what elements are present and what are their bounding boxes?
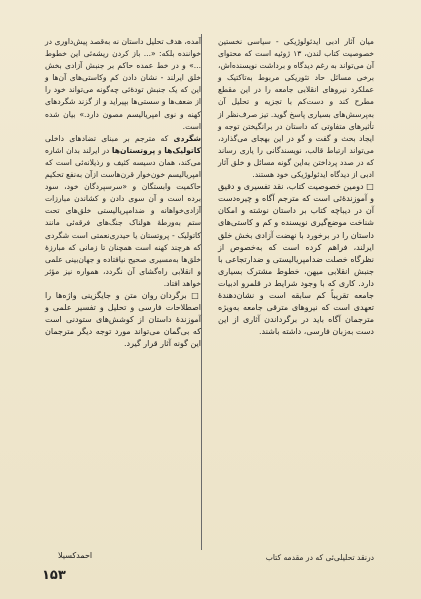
author-signature: احمدکسیلا <box>58 551 93 560</box>
paragraph-2-mid: که مترجم بر مبنای تضادهای داخلی <box>45 133 169 143</box>
left-column <box>45 36 201 350</box>
left-column-paragraph-3 <box>45 290 201 350</box>
checkbox-square-icon: □ <box>366 182 375 192</box>
bold-catholics: کاتولیک‌ها <box>164 145 202 155</box>
left-column-paragraph-3-text: برگردان روان متن و جایگزینی واژه‌ها را اصطلاحات فارسی و تحلیل و تفسیر علمی و آموزندهٔ داستان از کوشش‌های ستودنی است که بی‌گمان می‌تواند مورد توجه دیگر مترجمان این گونه آثار قرار گیرد. <box>45 290 201 349</box>
lead-word: شگردی <box>173 133 201 143</box>
paragraph-2-and: و <box>157 145 162 155</box>
left-column-paragraph-1: آمده، هدف تحلیل داستان نه به‌قصد پیش‌داوری در خواننده بلکه: «... باز کردن ریشه‌ئی این خطوط ...» و در خط عمده حاکم بر جنبش آزادی بخش خلق ایرلند - نشان دادن کم وکاستی‌های آن‌ها و این که یک جنبش تودهٔ‌ئی چه‌گونه می‌تواند خود را از ضعف‌ها و سستی‌ها بپیراید و از گزند شگردهای کهنه و نوی امپریالیسم مصون دارد.» بیان شده است. <box>45 37 201 131</box>
column-divider <box>201 34 202 550</box>
left-column-paragraph-2 <box>45 133 201 290</box>
page-number: ۱۵۳ <box>42 568 66 583</box>
paragraph-2-rest: در ایرلند بدان اشاره می‌کند، همان دسیسه کثیف و رذیلانه‌ئی است که امپریالیسم خون‌خوار قرن‌هاست ازآن به‌نفع تحکیم حاکمیت وابستگان و «سرسپردگان خود، سود برده است و آن سوی دادن و کشاندن مبارزات آزادی‌خواهانه و ضدامپریالیستی خلق‌های تحت ستم به‌ورطهٔ هولناک جنگ‌های فرقه‌ئی مانند کاتولیک - پروتستان یا حیدری‌نعمتی است شگردی که هرچند کهنه است همچنان تا زمانی که مبارزهٔ خلق‌ها به‌مسیری صحیح نیافتاده و جهان‌بینی علمی و انقلابی راه‌گشای آن نگردد، همواره نیز مؤثر خواهد افتاد. <box>45 145 201 288</box>
bold-protestants: پروتستان‌ها <box>111 145 156 155</box>
right-column-paragraph-2-text: دومین خصوصیت کتاب، نقد تفسیری و دقیق و آموزندهٔ‌ئی است که مترجم آگاه و چیره‌دست آن در دیباچه کتاب بر داستان نوشته و امکان شناخت موضع‌گیری نویسنده و کم و کاستی‌های داستان را در برخورد با نهضت آزادی بخش خلق ایرلند، فراهم کرده است که به‌خصوص از نظرگاه خصلت ضدامپریالیستی و ضدارتجاعی با جنبش انقلابی میهن، خطوط مشترک بسیاری دارد. کاری که با وجود شرایط در قلمرو ادبیات جامعه تقریباً کم سابقه است و نشان‌دهندهٔ تعهدی است که نیروهای مترقی جامعه به‌ویژه مترجمان آگاه باید در برگرداندن آثاری از این دست به‌زبان فارسی، داشته باشند. <box>218 182 374 337</box>
right-column <box>218 36 374 338</box>
right-column-paragraph-2 <box>218 181 374 338</box>
right-column-paragraph-1: میان آثار ادبی ایدئولوژیکی - سیاسی نخستین خصوصیت کتاب لندن، ۱۳ ژوئیه است که محتوای آن می‌تواند به رغم دیدگاه و برداشت نویسنده‌اش، برخی مسائل حاد تئوریکی مربوط به‌تاکتیک و عملکرد نیروهای انقلابی جامعه را در این مقطع مطرح کند و دست‌کم با تجزیه و تحلیل آن به‌پرسش‌های بسیاری پاسخ گوید. تیز صرف‌نظر از تأثیرهای متفاوتی که داستان در برانگیختن توجه و ایجاد بحث و گفت و گو در این بهجای می‌گذارد، می‌تواند ارتباط قالب، نویسندگانی را یاری رساند که در صدد پرداختن به‌این گونه مسائل و خلق آثار ادبی از دیدگاه ایدئولوژیکی خود هستند. <box>218 37 374 180</box>
right-column-last-line: درنقد تحلیلی‌ئی که در مقدمه کتاب <box>265 553 374 562</box>
checkbox-square-icon: □ <box>191 290 201 300</box>
